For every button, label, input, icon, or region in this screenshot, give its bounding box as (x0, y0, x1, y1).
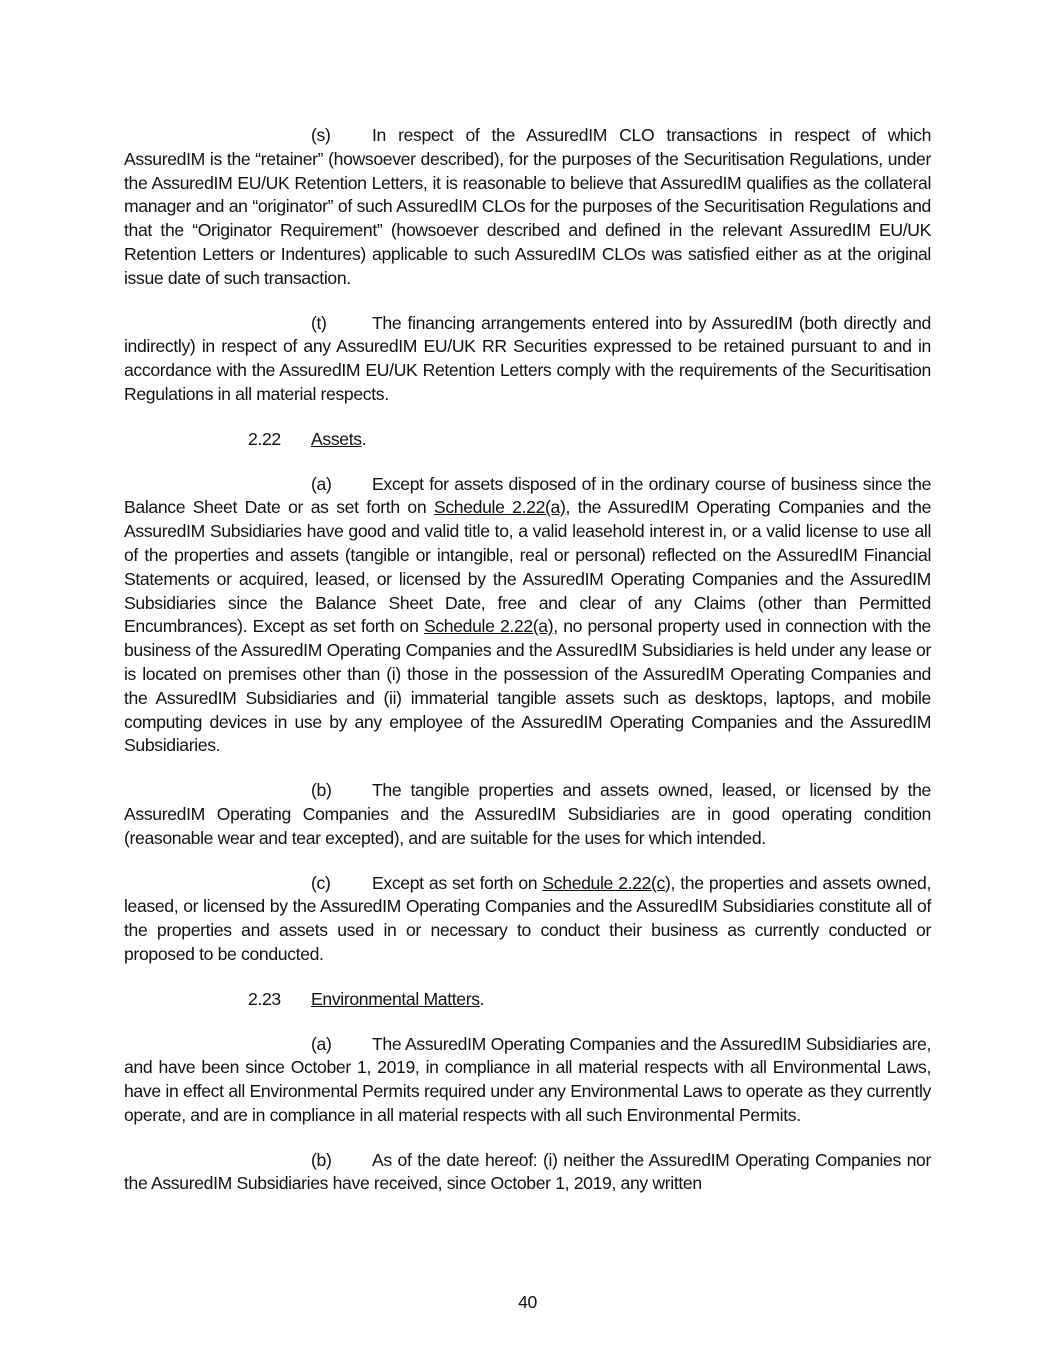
paragraph-t (124, 312, 931, 407)
schedule-reference: Schedule 2.22(a) (423, 616, 554, 637)
schedule-reference: Schedule 2.22(c) (542, 872, 671, 893)
paragraph-text: In respect of the AssuredIM CLO transactions in respect of which AssuredIM is the “retainer” (howsoever described), for the purposes of the Securitisation Regulations, under the AssuredIM EU/UK Retention Letters, it is reasonable to believe that AssuredIM qualifies as the collateral manager and an “originator” of such AssuredIM CLOs for the purposes of the Securitisation Regulations and that the “Originator Requirement” (howsoever described and defined in the relevant AssuredIM EU/UK Retention Letters or Indentures) applicable to such AssuredIM CLOs was satisfied either as at the original issue date of such transaction. (124, 125, 931, 288)
section-title-period: . (361, 428, 367, 449)
paragraph-label: (a) (311, 473, 332, 494)
paragraph-label: (b) (311, 780, 332, 801)
paragraph-text: , no personal property used in connection with the business of the AssuredIM Operating Companies and the AssuredIM Subsidiaries is held under any lease or is located on premises other than (i) those in the possession of the AssuredIM Operating Companies and the AssuredIM Subsidiaries and (ii) immaterial tangible assets such as desktops, laptops, and mobile computing devices in use by any employee of the AssuredIM Operating Companies and the AssuredIM Subsidiaries. (124, 616, 931, 756)
paragraph-s (124, 124, 931, 291)
section-title: Environmental Matters (311, 988, 480, 1009)
paragraph-2-23-a (124, 1033, 931, 1128)
page-number: 40 (518, 1292, 537, 1312)
paragraph-2-23-b (124, 1149, 931, 1197)
paragraph-label: (a) (311, 1033, 332, 1054)
paragraph-text: Except as set forth on (372, 872, 543, 893)
paragraph-2-22-b (124, 779, 931, 850)
section-title-period: . (479, 988, 485, 1009)
section-heading-2-23 (124, 988, 931, 1012)
paragraph-text: The AssuredIM Operating Companies and the AssuredIM Subsidiaries are, and have been since October 1, 2019, in compliance in all material respects with all Environmental Laws, have in effect all Environmental Permits required under any Environmental Laws to operate as they currently operate, and are in compliance in all material respects with all such Environmental Permits. (124, 1033, 931, 1125)
schedule-reference: Schedule 2.22(a) (433, 497, 566, 518)
paragraph-text: , the AssuredIM Operating Companies and the AssuredIM Subsidiaries have good and valid title to, a valid leasehold interest in, or a valid license to use all of the properties and assets (tangible or intangible, real or personal) reflected on the AssuredIM Financial Statements or acquired, leased, or licensed by the AssuredIM Operating Companies and the AssuredIM Subsidiaries since the Balance Sheet Date, free and clear of any Claims (other than Permitted Encumbrances). Except as set forth on (124, 497, 932, 637)
paragraph-label: (b) (311, 1149, 332, 1170)
section-heading-2-22 (124, 428, 931, 452)
paragraph-2-22-c (124, 872, 931, 967)
paragraph-text: Except for assets disposed of in the ordinary course of business since the Balance Sheet Date or as set forth on (124, 473, 931, 518)
paragraph-label: (s) (311, 125, 331, 145)
paragraph-text: , the properties and assets owned, leased, or licensed by the AssuredIM Operating Companies and the AssuredIM Subsidiaries constitute all of the properties and assets used in or necessary to conduct their business as currently conducted or proposed to be conducted. (124, 872, 931, 964)
paragraph-text: The tangible properties and assets owned, leased, or licensed by the AssuredIM Operating Companies and the AssuredIM Subsidiaries are in good operating condition (reasonable wear and tear excepted), and are suitable for the uses for which intended. (124, 780, 931, 848)
section-number: 2.23 (248, 988, 281, 1009)
section-title: Assets (311, 428, 362, 449)
paragraph-text: The financing arrangements entered into by AssuredIM (both directly and indirectly) in respect of any AssuredIM EU/UK RR Securities expressed to be retained pursuant to and in accordance with the AssuredIM EU/UK Retention Letters comply with the requirements of the Securitisation Regulations in all material respects. (124, 312, 931, 404)
paragraph-2-22-a (124, 473, 931, 759)
section-number: 2.22 (248, 428, 281, 449)
paragraph-label: (t) (311, 312, 327, 333)
paragraph-label: (c) (311, 872, 331, 893)
document-page (124, 124, 931, 1217)
paragraph-text: As of the date hereof: (i) neither the AssuredIM Operating Companies nor the AssuredIM Subsidiaries have received, since October 1, 2019, any written (124, 1149, 931, 1194)
